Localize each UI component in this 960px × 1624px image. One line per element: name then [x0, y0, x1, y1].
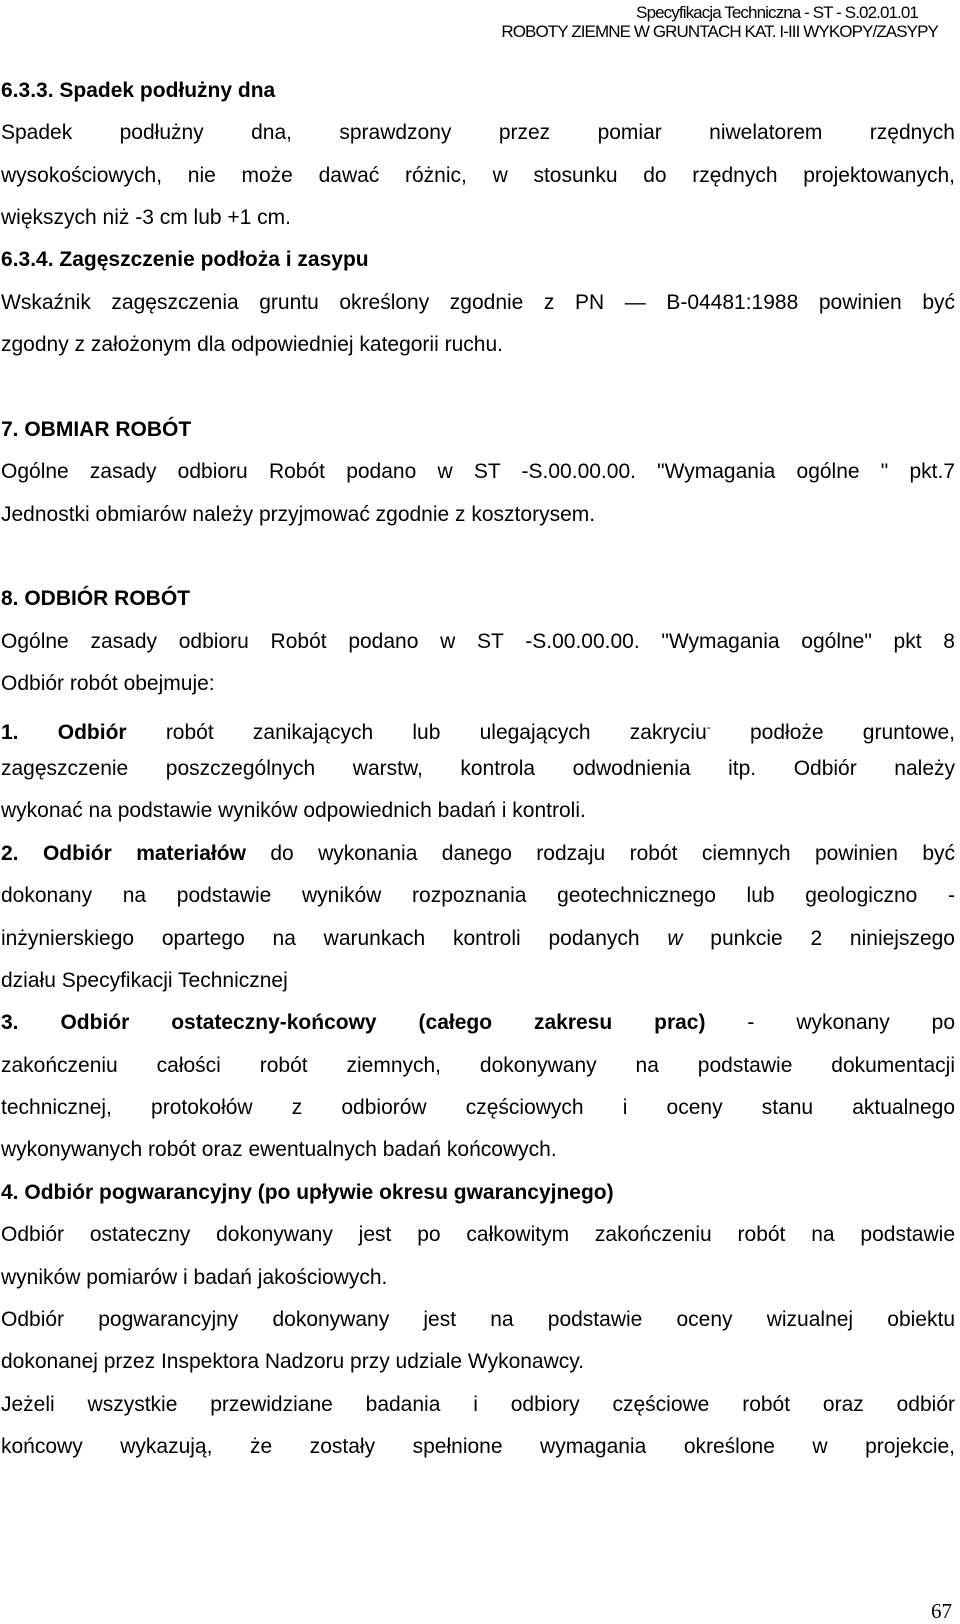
list-item-bold-lead: Odbiór materiałów — [42, 842, 246, 865]
paragraph-line: większych niż -3 cm lub +1 cm. — [1, 206, 292, 229]
list-item-4-line: końcowy wykazują, że zostały spełnione wymagania określone w projekcie, — [1, 1435, 955, 1458]
paragraph-line: Spadek podłużny dna, sprawdzony przez pomiar niwelatorem rzędnych — [1, 121, 955, 144]
list-item-2-line: inżynierskiego opartego na warunkach kontroli podanych w punkcie 2 niniejszego — [1, 927, 955, 950]
page-number: 67 — [931, 1599, 952, 1623]
list-item-2-line: działu Specyfikacji Technicznej — [1, 969, 288, 992]
paragraph-line: Ogólne zasady odbioru Robót podano w ST -S.00.00.00. "Wymagania ogólne " pkt.7 — [1, 460, 955, 483]
italic-word: w — [667, 927, 683, 950]
list-item-1-line: wykonać na podstawie wyników odpowiednich badań i kontroli. — [1, 799, 586, 822]
list-item-3-line: wykonywanych robót oraz ewentualnych badań końcowych. — [1, 1138, 557, 1161]
document-header-subtitle: ROBOTY ZIEMNE W GRUNTACH KAT. I-III WYKOPY/ZASYPY — [501, 22, 938, 41]
section-heading-8: 8. ODBIÓR ROBÓT — [1, 587, 191, 610]
list-number: 1. — [1, 721, 19, 744]
list-item-4-line: Odbiór pogwarancyjny dokonywany jest na podstawie oceny wizualnej obiektu — [1, 1308, 955, 1331]
list-number: 3. — [1, 1011, 19, 1034]
list-item-4-line: dokonanej przez Inspektora Nadzoru przy udziale Wykonawcy. — [1, 1350, 585, 1373]
list-item-1-line: 1. Odbiór robót zanikających lub ulegających zakryciu- podłoże gruntowe, — [1, 720, 955, 744]
list-item-3-line: 3. Odbiór ostateczny-końcowy (całego zakresu prac) - wykonany po — [1, 1011, 955, 1034]
section-heading-6-3-4: 6.3.4. Zagęszczenie podłoża i zasypu — [1, 248, 369, 271]
list-item-2-line: 2. Odbiór materiałów do wykonania danego rodzaju robót ciemnych powinien być — [1, 842, 956, 865]
superscript-mark: - — [706, 720, 711, 734]
list-number: 2. — [1, 842, 19, 865]
paragraph-line: Ogólne zasady odbioru Robót podano w ST -S.00.00.00. "Wymagania ogólne" pkt 8 — [1, 630, 955, 653]
paragraph-line: Jednostki obmiarów należy przyjmować zgodnie z kosztorysem. — [1, 503, 596, 526]
list-number: 4. — [1, 1181, 19, 1204]
list-item-bold-lead: Odbiór — [57, 721, 127, 744]
document-header-title: Specyfikacja Techniczna - ST - S.02.01.01 — [636, 3, 918, 22]
paragraph-line: Odbiór robót obejmuje: — [1, 672, 215, 695]
list-item-3-line: zakończeniu całości robót ziemnych, dokonywany na podstawie dokumentacji — [1, 1054, 955, 1077]
list-item-4-line: wyników pomiarów i badań jakościowych. — [1, 1266, 388, 1289]
paragraph-line: zgodny z założonym dla odpowiedniej kategorii ruchu. — [1, 333, 503, 356]
list-item-4-line: Odbiór ostateczny dokonywany jest po całkowitym zakończeniu robót na podstawie — [1, 1223, 955, 1246]
section-heading-6-3-3: 6.3.3. Spadek podłużny dna — [1, 79, 276, 102]
list-item-3-line: technicznej, protokołów z odbiorów częściowych i oceny stanu aktualnego — [1, 1096, 955, 1119]
list-item-1-line: zagęszczenie poszczególnych warstw, kontrola odwodnienia itp. Odbiór należy — [1, 757, 955, 780]
paragraph-line: Wskaźnik zagęszczenia gruntu określony zgodnie z PN — B-04481:1988 powinien być — [1, 291, 955, 314]
list-item-bold-lead: Odbiór pogwarancyjny (po upływie okresu gwarancyjnego) — [24, 1181, 614, 1204]
list-item-4-line: Jeżeli wszystkie przewidziane badania i odbiory częściowe robót oraz odbiór — [1, 1393, 955, 1416]
section-heading-7: 7. OBMIAR ROBÓT — [1, 418, 192, 441]
paragraph-line: wysokościowych, nie może dawać różnic, w stosunku do rzędnych projektowanych, — [1, 164, 955, 187]
list-item-bold-lead: Odbiór ostateczny-końcowy (całego zakresu prac) — [60, 1011, 706, 1034]
list-item-4-heading — [1, 1172, 955, 1214]
list-item-2-line: dokonany na podstawie wyników rozpoznania geotechnicznego lub geologiczno - — [1, 884, 955, 907]
